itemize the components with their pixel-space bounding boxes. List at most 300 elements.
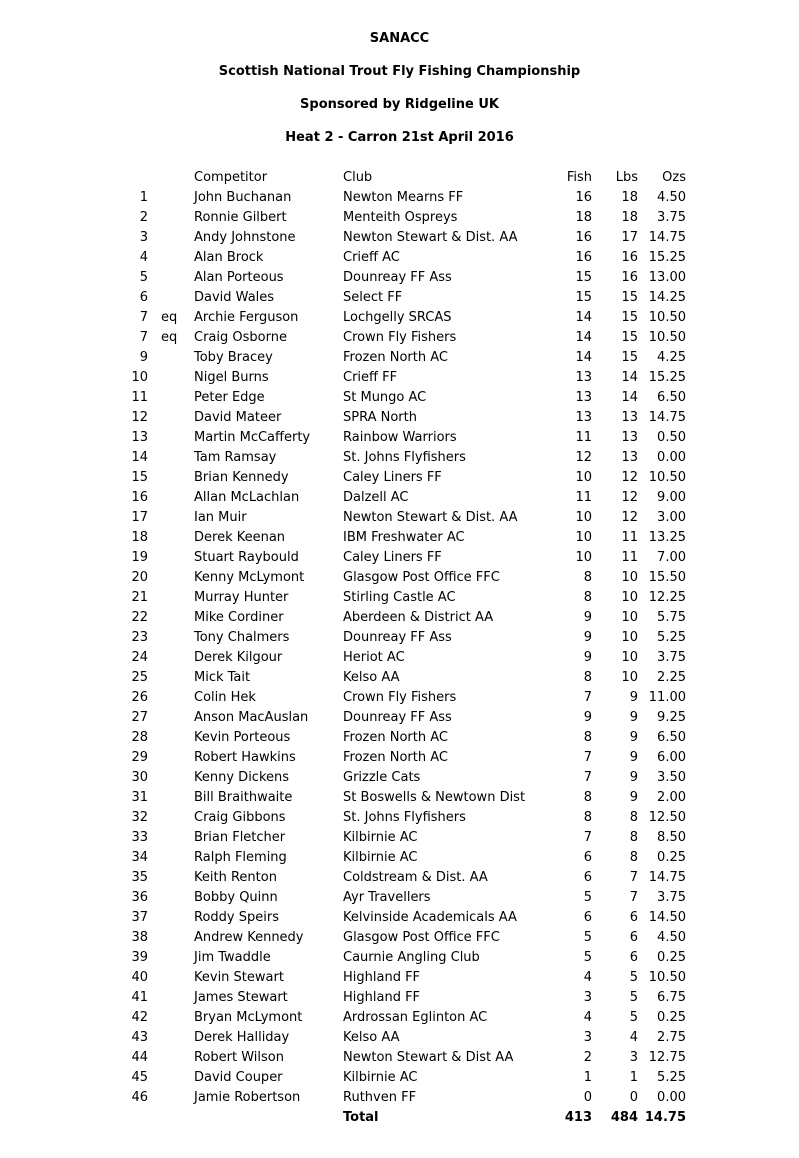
table-row xyxy=(0,1068,799,1088)
table-row xyxy=(0,768,799,788)
club-name: Dounreay FF Ass xyxy=(343,630,452,645)
position: 6 xyxy=(139,290,148,305)
competitor-name: Brian Kennedy xyxy=(194,470,289,485)
position: 1 xyxy=(139,190,148,205)
table-row xyxy=(0,428,799,448)
table-row xyxy=(0,1048,799,1068)
table-row xyxy=(0,488,799,508)
weight-lbs: 15 xyxy=(621,330,638,345)
weight-lbs: 18 xyxy=(621,190,638,205)
weight-lbs: 13 xyxy=(621,410,638,425)
weight-lbs: 15 xyxy=(621,290,638,305)
position: 45 xyxy=(131,1070,148,1085)
position: 2 xyxy=(139,210,148,225)
weight-lbs: 5 xyxy=(629,1010,638,1025)
position: 18 xyxy=(131,530,148,545)
club-name: Rainbow Warriors xyxy=(343,430,457,445)
fish-count: 5 xyxy=(583,950,592,965)
weight-lbs: 16 xyxy=(621,270,638,285)
table-row xyxy=(0,568,799,588)
position: 21 xyxy=(131,590,148,605)
competitor-name: Brian Fletcher xyxy=(194,830,286,845)
weight-lbs: 10 xyxy=(621,630,638,645)
weight-lbs: 8 xyxy=(629,850,638,865)
fish-count: 8 xyxy=(583,810,592,825)
club-name: Glasgow Post Office FFC xyxy=(343,930,500,945)
table-row xyxy=(0,708,799,728)
position: 30 xyxy=(131,770,148,785)
table-row xyxy=(0,868,799,888)
competitor-name: Martin McCafferty xyxy=(194,430,311,445)
club-name: Caurnie Angling Club xyxy=(343,950,480,965)
weight-lbs: 5 xyxy=(629,970,638,985)
club-name: Ruthven FF xyxy=(343,1090,417,1105)
weight-ozs: 10.50 xyxy=(648,970,686,985)
competitor-name: Kenny McLymont xyxy=(194,570,305,585)
position: 29 xyxy=(131,750,148,765)
weight-lbs: 7 xyxy=(629,890,638,905)
position: 5 xyxy=(139,270,148,285)
table-row xyxy=(0,988,799,1008)
competitor-name: Ralph Fleming xyxy=(194,850,287,865)
fish-count: 7 xyxy=(583,750,592,765)
position: 22 xyxy=(131,610,148,625)
table-row xyxy=(0,968,799,988)
club-name: Kelvinside Academicals AA xyxy=(343,910,517,925)
competitor-name: Allan McLachlan xyxy=(194,490,300,505)
sponsor-line: Sponsored by Ridgeline UK xyxy=(300,97,499,112)
weight-ozs: 10.50 xyxy=(648,470,686,485)
document-title: SANACC xyxy=(369,31,430,46)
fish-count: 14 xyxy=(575,350,592,365)
competitor-name: Toby Bracey xyxy=(194,350,273,365)
competitor-name: Anson MacAuslan xyxy=(194,710,309,725)
weight-ozs: 9.00 xyxy=(657,490,686,505)
weight-lbs: 8 xyxy=(629,810,638,825)
club-name: Kilbirnie AC xyxy=(343,1070,418,1085)
competitor-name: Keith Renton xyxy=(194,870,277,885)
position: 12 xyxy=(131,410,148,425)
table-row xyxy=(0,688,799,708)
competitor-name: Derek Kilgour xyxy=(194,650,283,665)
position: 31 xyxy=(131,790,148,805)
club-name: Kelso AA xyxy=(343,670,400,685)
competitor-name: Kenny Dickens xyxy=(194,770,290,785)
table-row xyxy=(0,1028,799,1048)
fish-count: 10 xyxy=(575,550,592,565)
weight-ozs: 6.50 xyxy=(657,730,686,745)
position: 24 xyxy=(131,650,148,665)
fish-count: 7 xyxy=(583,830,592,845)
position: 46 xyxy=(131,1090,148,1105)
weight-lbs: 10 xyxy=(621,590,638,605)
weight-ozs: 6.75 xyxy=(657,990,686,1005)
club-name: Crieff AC xyxy=(343,250,400,265)
competitor-name: Andy Johnstone xyxy=(194,230,296,245)
club-name: Select FF xyxy=(343,290,403,305)
weight-ozs: 3.75 xyxy=(657,210,686,225)
fish-count: 14 xyxy=(575,330,592,345)
position: 3 xyxy=(139,230,148,245)
competitor-name: Peter Edge xyxy=(194,390,265,405)
position: 16 xyxy=(131,490,148,505)
total-ozs: 14.75 xyxy=(644,1110,686,1125)
weight-ozs: 8.50 xyxy=(657,830,686,845)
fish-count: 8 xyxy=(583,790,592,805)
position: 42 xyxy=(131,1010,148,1025)
weight-ozs: 0.25 xyxy=(657,950,686,965)
position: 19 xyxy=(131,550,148,565)
fish-count: 2 xyxy=(583,1050,592,1065)
competitor-name: Derek Keenan xyxy=(194,530,286,545)
fish-count: 3 xyxy=(583,1030,592,1045)
club-name: Heriot AC xyxy=(343,650,405,665)
table-row xyxy=(0,328,799,348)
club-name: Newton Stewart & Dist. AA xyxy=(343,230,518,245)
weight-ozs: 15.50 xyxy=(648,570,686,585)
table-row xyxy=(0,668,799,688)
weight-ozs: 5.75 xyxy=(657,610,686,625)
competitor-name: Murray Hunter xyxy=(194,590,289,605)
position: 9 xyxy=(139,350,148,365)
fish-count: 4 xyxy=(583,1010,592,1025)
table-row xyxy=(0,1008,799,1028)
weight-ozs: 15.25 xyxy=(648,370,686,385)
weight-lbs: 11 xyxy=(621,550,638,565)
club-name: Frozen North AC xyxy=(343,750,448,765)
position: 11 xyxy=(131,390,148,405)
fish-count: 8 xyxy=(583,730,592,745)
competitor-name: Stuart Raybould xyxy=(194,550,299,565)
weight-lbs: 15 xyxy=(621,310,638,325)
table-row xyxy=(0,948,799,968)
table-row xyxy=(0,268,799,288)
club-name: St Mungo AC xyxy=(343,390,427,405)
table-row xyxy=(0,648,799,668)
club-name: Caley Liners FF xyxy=(343,470,442,485)
competitor-name: Jim Twaddle xyxy=(194,950,271,965)
table-row xyxy=(0,368,799,388)
club-name: Crieff FF xyxy=(343,370,398,385)
fish-count: 13 xyxy=(575,390,592,405)
fish-count: 6 xyxy=(583,850,592,865)
competitor-name: Mike Cordiner xyxy=(194,610,284,625)
weight-lbs: 6 xyxy=(629,930,638,945)
fish-count: 1 xyxy=(583,1070,592,1085)
competitor-name: David Couper xyxy=(194,1070,283,1085)
weight-ozs: 0.50 xyxy=(657,430,686,445)
competitor-name: Nigel Burns xyxy=(194,370,269,385)
weight-ozs: 14.75 xyxy=(648,230,686,245)
table-row xyxy=(0,628,799,648)
club-name: Newton Stewart & Dist. AA xyxy=(343,510,518,525)
heat-title: Heat 2 - Carron 21st April 2016 xyxy=(285,130,514,145)
position: 10 xyxy=(131,370,148,385)
competitor-name: Archie Ferguson xyxy=(194,310,299,325)
weight-ozs: 3.50 xyxy=(657,770,686,785)
weight-ozs: 14.25 xyxy=(648,290,686,305)
club-name: Crown Fly Fishers xyxy=(343,690,457,705)
fish-count: 8 xyxy=(583,670,592,685)
position: 43 xyxy=(131,1030,148,1045)
weight-ozs: 0.00 xyxy=(657,1090,686,1105)
competitor-name: Roddy Speirs xyxy=(194,910,279,925)
club-name: Newton Mearns FF xyxy=(343,190,464,205)
competitor-name: Tony Chalmers xyxy=(194,630,290,645)
weight-ozs: 3.75 xyxy=(657,650,686,665)
weight-ozs: 0.00 xyxy=(657,450,686,465)
fish-count: 9 xyxy=(583,650,592,665)
weight-lbs: 9 xyxy=(629,710,638,725)
club-name: Aberdeen & District AA xyxy=(343,610,494,625)
competitor-name: Craig Gibbons xyxy=(194,810,286,825)
fish-count: 16 xyxy=(575,230,592,245)
weight-ozs: 12.75 xyxy=(648,1050,686,1065)
fish-count: 7 xyxy=(583,770,592,785)
position: 27 xyxy=(131,710,148,725)
position: 28 xyxy=(131,730,148,745)
competitor-name: Bill Braithwaite xyxy=(194,790,293,805)
table-row xyxy=(0,408,799,428)
weight-ozs: 4.25 xyxy=(657,350,686,365)
competitor-name: David Wales xyxy=(194,290,275,305)
club-name: St. Johns Flyfishers xyxy=(343,450,466,465)
competitor-name: Tam Ramsay xyxy=(194,450,277,465)
table-row xyxy=(0,928,799,948)
weight-lbs: 1 xyxy=(629,1070,638,1085)
weight-ozs: 14.50 xyxy=(648,910,686,925)
club-name: Lochgelly SRCAS xyxy=(343,310,452,325)
weight-lbs: 9 xyxy=(629,730,638,745)
weight-ozs: 3.75 xyxy=(657,890,686,905)
fish-count: 11 xyxy=(575,490,592,505)
club-name: Stirling Castle AC xyxy=(343,590,456,605)
fish-count: 0 xyxy=(583,1090,592,1105)
total-fish: 413 xyxy=(564,1110,592,1125)
fish-count: 8 xyxy=(583,570,592,585)
weight-lbs: 10 xyxy=(621,610,638,625)
club-name: Coldstream & Dist. AA xyxy=(343,870,488,885)
fish-count: 10 xyxy=(575,530,592,545)
tie-marker: eq xyxy=(161,330,178,345)
club-name: Ardrossan Eglinton AC xyxy=(343,1010,488,1025)
table-row xyxy=(0,748,799,768)
weight-ozs: 5.25 xyxy=(657,1070,686,1085)
table-row xyxy=(0,208,799,228)
position: 32 xyxy=(131,810,148,825)
club-name: St Boswells & Newtown Dist xyxy=(343,790,526,805)
competitor-name: Alan Porteous xyxy=(194,270,284,285)
weight-lbs: 7 xyxy=(629,870,638,885)
table-row xyxy=(0,888,799,908)
position: 38 xyxy=(131,930,148,945)
fish-count: 6 xyxy=(583,910,592,925)
tie-marker: eq xyxy=(161,310,178,325)
club-name: Dounreay FF Ass xyxy=(343,270,452,285)
weight-ozs: 0.25 xyxy=(657,850,686,865)
weight-ozs: 12.50 xyxy=(648,810,686,825)
competitor-name: Kevin Stewart xyxy=(194,970,284,985)
competitor-name: Robert Wilson xyxy=(194,1050,284,1065)
club-name: Dalzell AC xyxy=(343,490,409,505)
weight-lbs: 9 xyxy=(629,690,638,705)
table-row xyxy=(0,848,799,868)
club-name: Dounreay FF Ass xyxy=(343,710,452,725)
table-row xyxy=(0,808,799,828)
fish-count: 4 xyxy=(583,970,592,985)
weight-ozs: 2.75 xyxy=(657,1030,686,1045)
table-row xyxy=(0,248,799,268)
club-name: Kilbirnie AC xyxy=(343,830,418,845)
table-row xyxy=(0,308,799,328)
position: 17 xyxy=(131,510,148,525)
weight-lbs: 13 xyxy=(621,430,638,445)
table-row xyxy=(0,528,799,548)
position: 33 xyxy=(131,830,148,845)
weight-lbs: 10 xyxy=(621,570,638,585)
weight-ozs: 2.25 xyxy=(657,670,686,685)
competitor-name: Kevin Porteous xyxy=(194,730,291,745)
fish-count: 9 xyxy=(583,610,592,625)
weight-lbs: 8 xyxy=(629,830,638,845)
competitor-name: Bobby Quinn xyxy=(194,890,278,905)
table-row xyxy=(0,388,799,408)
fish-count: 14 xyxy=(575,310,592,325)
table-row xyxy=(0,188,799,208)
weight-lbs: 9 xyxy=(629,750,638,765)
fish-count: 11 xyxy=(575,430,592,445)
fish-count: 13 xyxy=(575,410,592,425)
weight-lbs: 5 xyxy=(629,990,638,1005)
column-header-club: Club xyxy=(343,170,373,185)
fish-count: 15 xyxy=(575,270,592,285)
club-name: Ayr Travellers xyxy=(343,890,431,905)
column-header-lbs: Lbs xyxy=(615,170,638,185)
position: 44 xyxy=(131,1050,148,1065)
club-name: Frozen North AC xyxy=(343,350,448,365)
weight-ozs: 6.50 xyxy=(657,390,686,405)
weight-ozs: 10.50 xyxy=(648,330,686,345)
fish-count: 5 xyxy=(583,930,592,945)
competitor-name: Colin Hek xyxy=(194,690,256,705)
weight-ozs: 2.00 xyxy=(657,790,686,805)
club-name: St. Johns Flyfishers xyxy=(343,810,466,825)
competitor-name: Bryan McLymont xyxy=(194,1010,303,1025)
weight-ozs: 15.25 xyxy=(648,250,686,265)
weight-ozs: 11.00 xyxy=(648,690,686,705)
club-name: Grizzle Cats xyxy=(343,770,421,785)
table-row xyxy=(0,288,799,308)
fish-count: 18 xyxy=(575,210,592,225)
table-row xyxy=(0,608,799,628)
table-row xyxy=(0,448,799,468)
club-name: Highland FF xyxy=(343,990,421,1005)
weight-ozs: 13.25 xyxy=(648,530,686,545)
table-row xyxy=(0,588,799,608)
competitor-name: David Mateer xyxy=(194,410,282,425)
weight-lbs: 6 xyxy=(629,950,638,965)
position: 7 xyxy=(139,330,148,345)
club-name: SPRA North xyxy=(343,410,417,425)
position: 41 xyxy=(131,990,148,1005)
weight-lbs: 12 xyxy=(621,510,638,525)
weight-lbs: 16 xyxy=(621,250,638,265)
competitor-name: Andrew Kennedy xyxy=(194,930,304,945)
weight-lbs: 13 xyxy=(621,450,638,465)
weight-ozs: 12.25 xyxy=(648,590,686,605)
competitor-name: Alan Brock xyxy=(194,250,264,265)
competitor-name: Derek Halliday xyxy=(194,1030,290,1045)
weight-lbs: 12 xyxy=(621,490,638,505)
position: 39 xyxy=(131,950,148,965)
weight-lbs: 6 xyxy=(629,910,638,925)
weight-lbs: 9 xyxy=(629,770,638,785)
column-header-ozs: Ozs xyxy=(662,170,686,185)
competitor-name: Robert Hawkins xyxy=(194,750,296,765)
weight-lbs: 10 xyxy=(621,670,638,685)
fish-count: 3 xyxy=(583,990,592,1005)
position: 13 xyxy=(131,430,148,445)
position: 25 xyxy=(131,670,148,685)
weight-ozs: 6.00 xyxy=(657,750,686,765)
column-header-competitor: Competitor xyxy=(194,170,268,185)
club-name: IBM Freshwater AC xyxy=(343,530,465,545)
fish-count: 8 xyxy=(583,590,592,605)
position: 36 xyxy=(131,890,148,905)
weight-lbs: 12 xyxy=(621,470,638,485)
weight-lbs: 0 xyxy=(629,1090,638,1105)
weight-ozs: 14.75 xyxy=(648,870,686,885)
position: 35 xyxy=(131,870,148,885)
weight-lbs: 14 xyxy=(621,370,638,385)
weight-lbs: 10 xyxy=(621,650,638,665)
position: 20 xyxy=(131,570,148,585)
weight-lbs: 9 xyxy=(629,790,638,805)
weight-ozs: 7.00 xyxy=(657,550,686,565)
fish-count: 9 xyxy=(583,710,592,725)
table-row xyxy=(0,728,799,748)
club-name: Highland FF xyxy=(343,970,421,985)
weight-ozs: 9.25 xyxy=(657,710,686,725)
weight-ozs: 10.50 xyxy=(648,310,686,325)
club-name: Kilbirnie AC xyxy=(343,850,418,865)
position: 7 xyxy=(139,310,148,325)
weight-lbs: 3 xyxy=(629,1050,638,1065)
table-row xyxy=(0,348,799,368)
position: 15 xyxy=(131,470,148,485)
weight-lbs: 18 xyxy=(621,210,638,225)
competitor-name: Mick Tait xyxy=(194,670,251,685)
table-row xyxy=(0,788,799,808)
fish-count: 6 xyxy=(583,870,592,885)
club-name: Crown Fly Fishers xyxy=(343,330,457,345)
competitor-name: James Stewart xyxy=(194,990,288,1005)
fish-count: 5 xyxy=(583,890,592,905)
fish-count: 7 xyxy=(583,690,592,705)
club-name: Menteith Ospreys xyxy=(343,210,458,225)
weight-ozs: 14.75 xyxy=(648,410,686,425)
position: 23 xyxy=(131,630,148,645)
fish-count: 10 xyxy=(575,470,592,485)
weight-ozs: 13.00 xyxy=(648,270,686,285)
table-row xyxy=(0,228,799,248)
position: 34 xyxy=(131,850,148,865)
weight-ozs: 4.50 xyxy=(657,190,686,205)
fish-count: 16 xyxy=(575,190,592,205)
fish-count: 10 xyxy=(575,510,592,525)
column-header-fish: Fish xyxy=(566,170,592,185)
position: 4 xyxy=(139,250,148,265)
